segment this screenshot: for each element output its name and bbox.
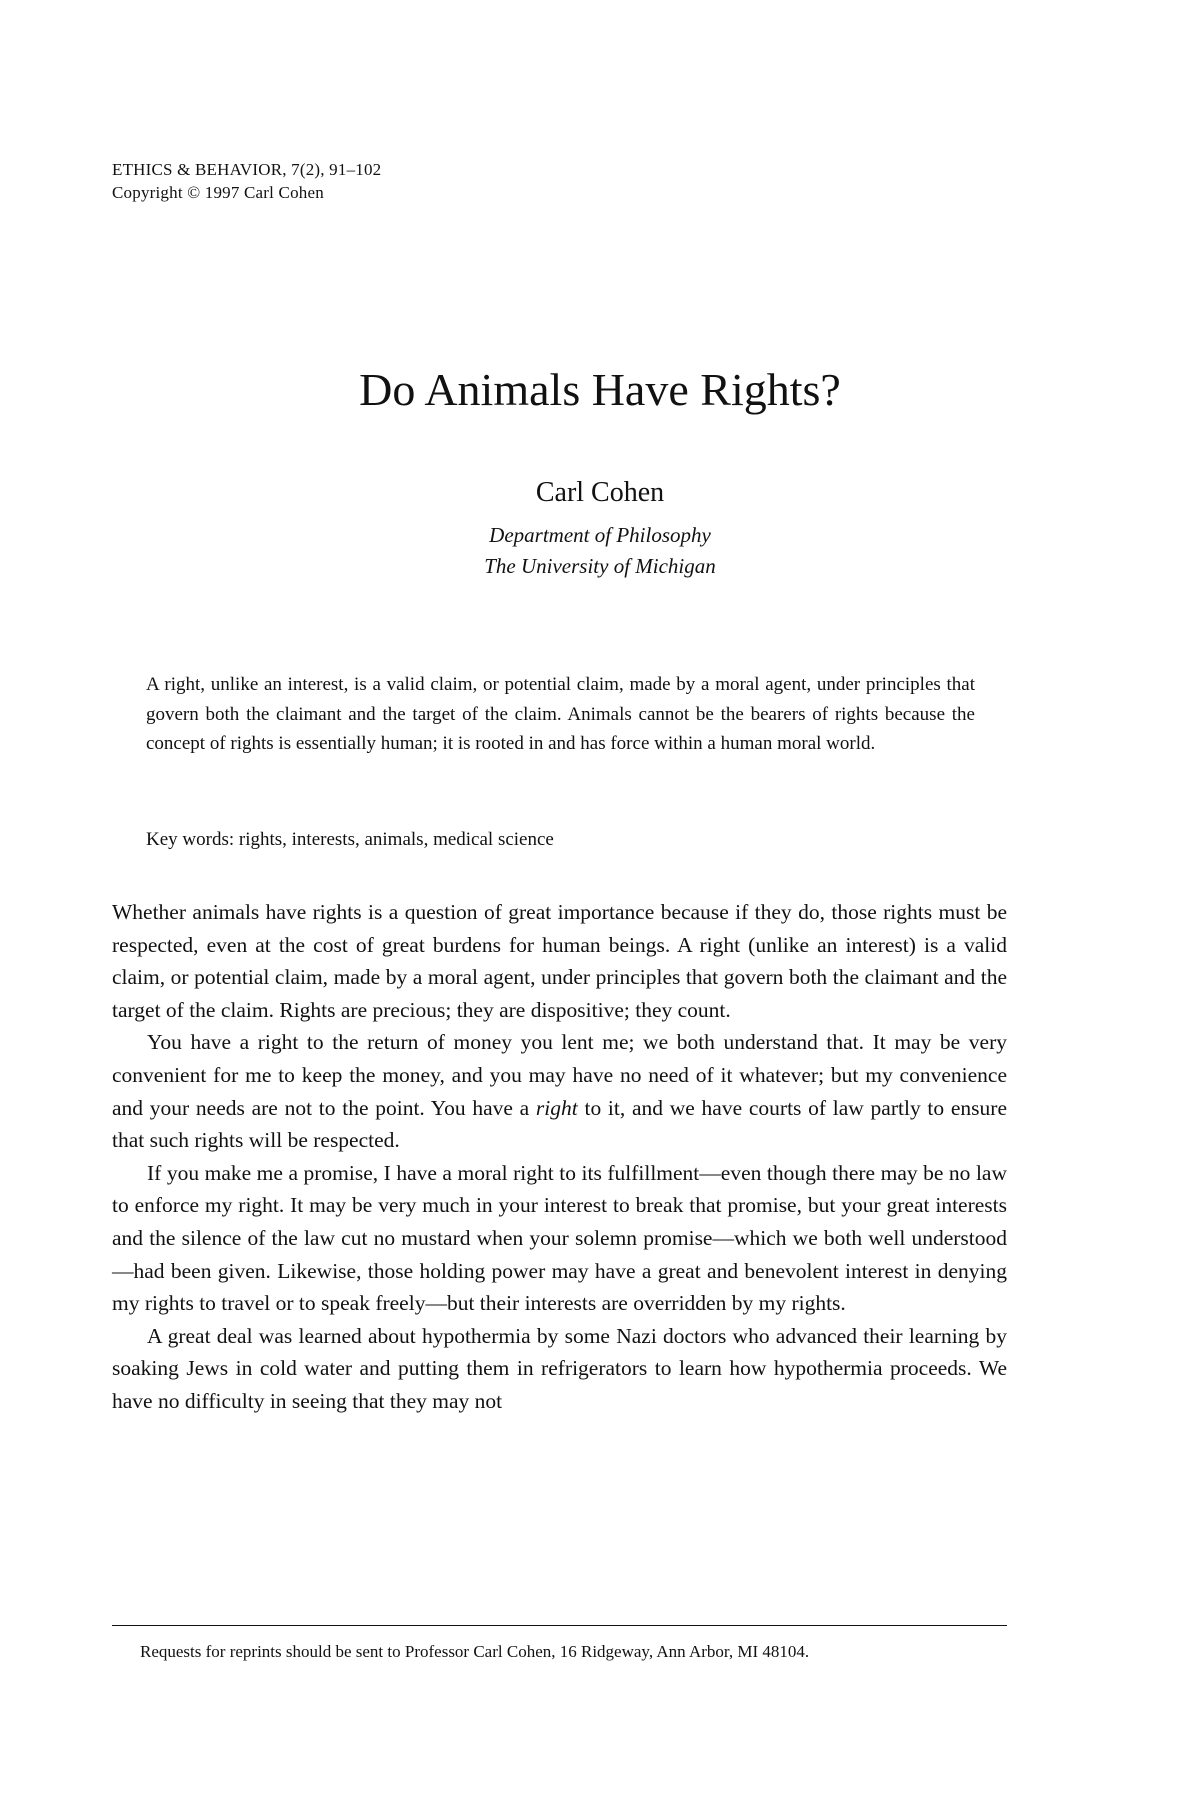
body-paragraph-3: If you make me a promise, I have a moral right to its fulfillment—even though there may be no law to enforce my right. It may be very much in your interest to break that promise, but your great interests and the silence of the law cut no mustard when your solemn promise—which we both well understood—had been given. Likewise, those holding power may have a great and benevolent interest in denying my rights to travel or to speak freely—but their interests are overridden by my rights.	[112, 1160, 1007, 1316]
article-title: Do Animals Have Rights?	[359, 364, 841, 415]
copyright-line: Copyright © 1997 Carl Cohen	[112, 183, 324, 202]
body-paragraph-4: A great deal was learned about hypothermia by some Nazi doctors who advanced their learning by soaking Jews in cold water and putting them in refrigerators to learn how hypothermia proceeds. We have no difficulty in seeing that they may not	[112, 1323, 1007, 1413]
author-department: Department of Philosophy	[489, 523, 711, 547]
author-university: The University of Michigan	[484, 554, 716, 578]
journal-header	[112, 158, 381, 204]
footnote: Requests for reprints should be sent to Professor Carl Cohen, 16 Ridgeway, Ann Arbor, MI 48104.	[140, 1642, 810, 1661]
journal-citation: ETHICS & BEHAVIOR, 7(2), 91–102	[112, 160, 382, 179]
article-body	[112, 896, 1007, 1418]
author-name: Carl Cohen	[535, 477, 665, 508]
body-paragraph-1: Whether animals have rights is a question of great importance because if they do, those rights must be respected, even at the cost of great burdens for human beings. A right (unlike an interest) is a valid claim, or potential claim, made by a moral agent, under principles that govern both the claimant and the target of the claim. Rights are precious; they are dispositive; they count.	[112, 900, 1007, 1022]
body-paragraph-2	[112, 1026, 1007, 1156]
abstract: A right, unlike an interest, is a valid claim, or potential claim, made by a moral agent, under principles that govern both the claimant and the target of the claim. Animals cannot be the bearers of rights because the concept of rights is essentially human; it is rooted in and has force within a human moral world.	[146, 674, 975, 754]
footnote-divider	[112, 1625, 1007, 1626]
body-paragraph-2-end: to it, and we have courts of law partly to ensure that such rights will be respected.	[112, 1095, 1007, 1153]
emphasis-right: right	[535, 1095, 578, 1120]
body-paragraph-2-start: You have a right to the return of money you lent me; we both understand that. It may be very convenient for me to keep the money, and you may have no need of it whatever; but my convenience and your needs are not to the point. You have a	[112, 1030, 1007, 1120]
keywords: Key words: rights, interests, animals, medical science	[146, 829, 554, 850]
